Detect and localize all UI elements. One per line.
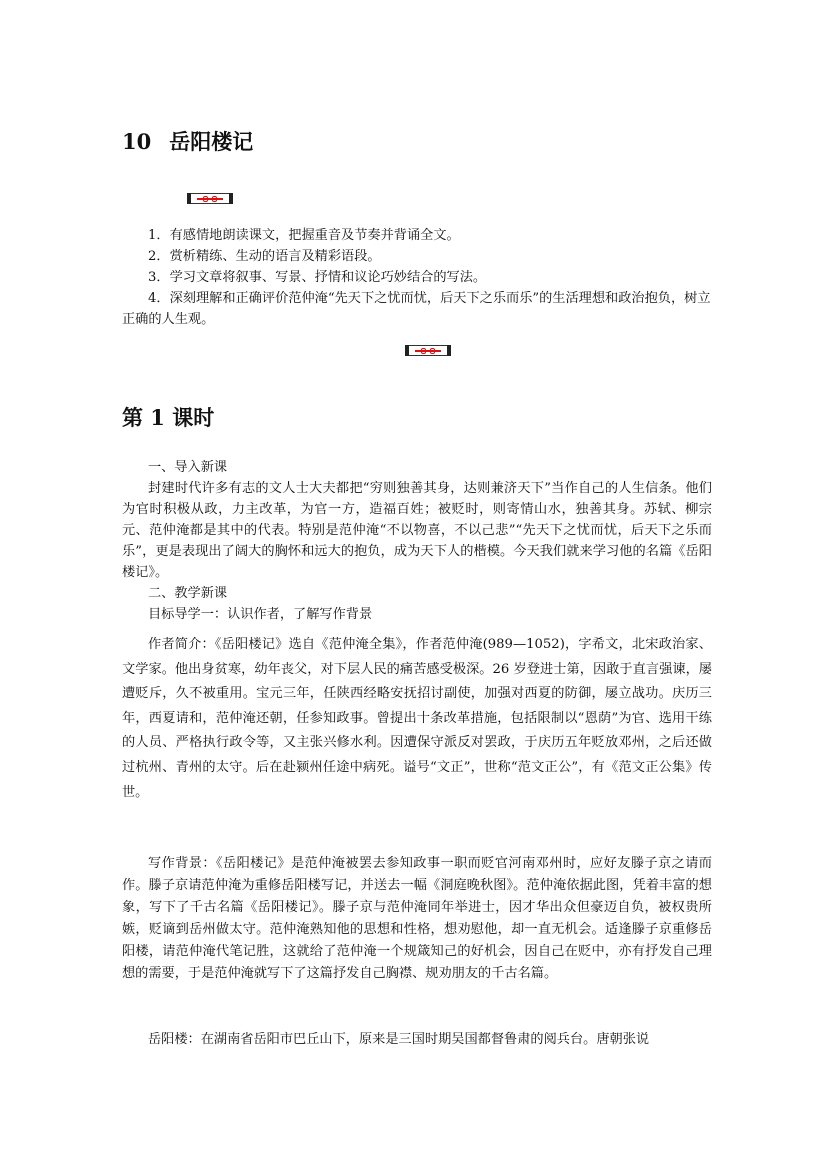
objective-item: 1．有感情地朗读课文，把握重音及节奏并背诵全文。	[148, 228, 460, 243]
goal-heading: 目标导学一：认识作者，了解写作背景	[148, 607, 373, 622]
section-heading: 二、教学新课	[148, 586, 228, 601]
lesson-title: 第 1 课时	[122, 405, 215, 430]
author-paragraph: 作者简介：《岳阳楼记》选自《范仲淹全集》，作者范仲淹(989—1052)，字希文，北宋政治家、文学家。他出身贫寒，幼年丧父，对下层人民的痛苦感受极深。26 岁登进士第，因敢于直言强谏，屡遭贬斥，久不被重用。宝元三年，任陕西经略安抚招讨副使，加强对西夏的防御，屡立战功。庆历三年，西夏请和，范仲淹还朝，任参知政事。曾提出十条改革措施，包括限制以“恩荫”为官、选用干练的人员、严格执行政令等，又主张兴修水利。因遭保守派反对罢政，于庆历五年贬放邓州，之后还做过杭州、青州的太守。后在赴颍州任途中病死。谥号“文正”，世称“范文正公”，有《范文正公集》传世。	[122, 637, 712, 800]
background-paragraph: 写作背景：《岳阳楼记》是范仲淹被罢去参知政事一职而贬官河南邓州时，应好友滕子京之请而作。滕子京请范仲淹为重修岳阳楼写记，并送去一幅《洞庭晚秋图》。范仲淹依据此图，凭着丰富的想象，写下了千古名篇《岳阳楼记》。滕子京与范仲淹同年举进士，因才华出众但豪迈自负，被权贵所嫉，贬谪到岳州做太守。范仲淹熟知他的思想和性格，想劝慰他，却一直无机会。适逢滕子京重修岳阳楼，请范仲淹代笔记胜，这就给了范仲淹一个规箴知己的好机会，因自己在贬中，亦有抒发自己理想的需要，于是范仲淹就写下了这篇抒发自己胸襟、规劝朋友的千古名篇。	[122, 856, 712, 981]
background-section	[122, 853, 712, 985]
intro-paragraph: 封建时代许多有志的文人士大夫都把“穷则独善其身，达则兼济天下”当作自己的人生信条。他们为官时积极从政，力主改革，为官一方，造福百姓；被贬时，则寄情山水，独善其身。苏轼、柳宗元、范仲淹都是其中的代表。特别是范仲淹“不以物喜，不以己悲”“先天下之忧而忧，后天下之乐而乐”，更是表现出了阔大的胸怀和远大的抱负，成为天下人的楷模。今天我们就来学习他的名篇《岳阳楼记》。	[122, 481, 712, 580]
section-marker-icon	[187, 193, 233, 204]
chapter-number: 10	[122, 129, 152, 154]
author-section	[122, 633, 712, 805]
chapter-name: 岳阳楼记	[169, 129, 254, 154]
intro-section	[122, 457, 712, 625]
learning-objectives	[122, 225, 712, 330]
objective-item: 3．学习文章将叙事、写景、抒情和议论巧妙结合的写法。	[148, 270, 487, 285]
section-heading: 一、导入新课	[148, 460, 228, 475]
yueyang-section	[122, 1029, 712, 1050]
objective-item: 2．赏析精练、生动的语言及精彩语段。	[148, 249, 381, 264]
objective-item: 4．深刻理解和正确评价范仲淹“先天下之忧而忧，后天下之乐而乐”的生活理想和政治抱负，树立正确的人生观。	[122, 291, 711, 327]
section-marker-icon	[405, 345, 451, 356]
yueyang-paragraph: 岳阳楼：在湖南省岳阳市巴丘山下，原来是三国时期吴国都督鲁肃的阅兵台。唐朝张说	[148, 1032, 650, 1047]
chapter-title	[122, 126, 253, 156]
